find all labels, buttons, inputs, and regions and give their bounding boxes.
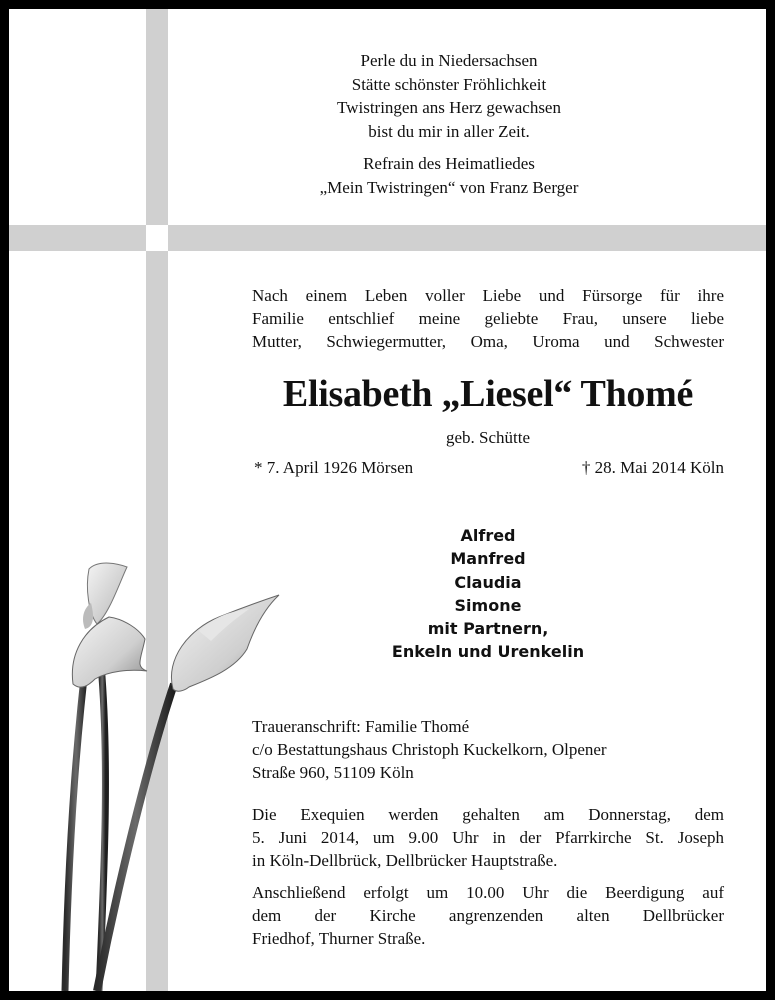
burial-info	[252, 881, 724, 950]
cross-intersection	[146, 225, 168, 251]
mourning-address	[252, 715, 732, 784]
mourner-note: mit Partnern,	[427, 619, 549, 639]
verse-block	[249, 49, 649, 199]
service-line: in Köln-Dellbrück, Dellbrücker Hauptstraße.	[252, 851, 558, 870]
verse-line: Twistringen ans Herz gewachsen	[337, 98, 561, 117]
calla-lily-illustration	[39, 559, 299, 991]
mourner-name: Simone	[454, 595, 522, 615]
intro-text	[252, 284, 724, 353]
verse-line: Stätte schönster Fröhlichkeit	[351, 74, 547, 94]
mourners-list	[252, 524, 724, 664]
burial-line: dem der Kirche angrenzenden alten Dellbrücker	[252, 906, 724, 925]
intro-line: Mutter, Schwiegermutter, Oma, Uroma und Schwester	[252, 332, 724, 351]
cross-horizontal-bar	[9, 225, 766, 251]
address-line: c/o Bestattungshaus Christoph Kuckelkorn, Olpener	[252, 740, 607, 759]
burial-line: Anschließend erfolgt um 10.00 Uhr die Beerdigung auf	[252, 883, 724, 902]
address-line: Traueranschrift: Familie Thomé	[252, 717, 470, 736]
refrain-line: „Mein Twistringen“ von Franz Berger	[319, 177, 579, 197]
refrain-credit	[249, 152, 649, 199]
verse-line: Perle du in Niedersachsen	[360, 51, 538, 70]
deceased-name: Elisabeth „Liesel“ Thomé	[282, 373, 694, 415]
mourner-name: Manfred	[450, 549, 526, 569]
service-info	[252, 803, 724, 872]
mourner-name: Alfred	[460, 526, 516, 545]
service-line: Die Exequien werden gehalten am Donnerstag, dem	[252, 805, 724, 824]
refrain-line: Refrain des Heimatliedes	[363, 154, 535, 173]
mourner-note: Enkeln und Urenkelin	[391, 642, 585, 662]
death-date: † 28. Mai 2014 Köln	[581, 458, 724, 477]
address-line: Straße 960, 51109 Köln	[252, 763, 414, 782]
birth-date: * 7. April 1926 Mörsen	[254, 458, 414, 477]
intro-line: Nach einem Leben voller Liebe und Fürsorge für ihre	[252, 286, 724, 305]
maiden-name: geb. Schütte	[445, 428, 531, 447]
verse-line: bist du mir in aller Zeit.	[368, 121, 530, 141]
service-line: 5. Juni 2014, um 9.00 Uhr in der Pfarrkirche St. Joseph	[252, 828, 724, 847]
burial-line: Friedhof, Thurner Straße.	[252, 929, 426, 948]
intro-line: Familie entschlief meine geliebte Frau, unsere liebe	[252, 309, 724, 328]
mourner-name: Claudia	[454, 572, 522, 592]
